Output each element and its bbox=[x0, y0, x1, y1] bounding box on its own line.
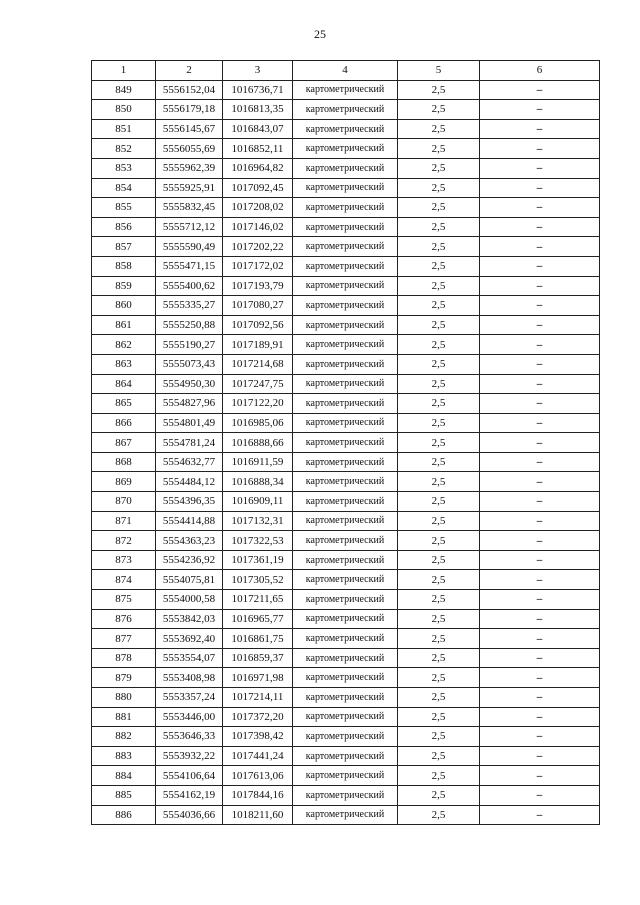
method-cell: картометрический bbox=[293, 531, 398, 551]
accuracy-cell: 2,5 bbox=[398, 394, 480, 414]
x-coordinate-cell: 5554363,23 bbox=[156, 531, 223, 551]
method-cell: картометрический bbox=[293, 80, 398, 100]
method-cell: картометрический bbox=[293, 688, 398, 708]
method-cell: картометрический bbox=[293, 609, 398, 629]
x-coordinate-cell: 5553842,03 bbox=[156, 609, 223, 629]
point-number-cell: 860 bbox=[92, 296, 156, 316]
description-cell: – bbox=[480, 296, 600, 316]
point-number-cell: 885 bbox=[92, 785, 156, 805]
method-cell: картометрический bbox=[293, 217, 398, 237]
column-header-accuracy: 5 bbox=[398, 61, 480, 81]
x-coordinate-cell: 5553357,24 bbox=[156, 688, 223, 708]
x-coordinate-cell: 5554632,77 bbox=[156, 452, 223, 472]
table-row bbox=[92, 452, 600, 472]
description-cell: – bbox=[480, 452, 600, 472]
x-coordinate-cell: 5554000,58 bbox=[156, 590, 223, 610]
x-coordinate-cell: 5554162,19 bbox=[156, 785, 223, 805]
point-number-cell: 869 bbox=[92, 472, 156, 492]
point-number-cell: 862 bbox=[92, 335, 156, 355]
table-row bbox=[92, 100, 600, 120]
x-coordinate-cell: 5554950,30 bbox=[156, 374, 223, 394]
description-cell: – bbox=[480, 198, 600, 218]
method-cell: картометрический bbox=[293, 237, 398, 257]
x-coordinate-cell: 5554396,35 bbox=[156, 492, 223, 512]
x-coordinate-cell: 5555335,27 bbox=[156, 296, 223, 316]
x-coordinate-cell: 5553408,98 bbox=[156, 668, 223, 688]
method-cell: картометрический bbox=[293, 785, 398, 805]
x-coordinate-cell: 5555400,62 bbox=[156, 276, 223, 296]
description-cell: – bbox=[480, 374, 600, 394]
method-cell: картометрический bbox=[293, 413, 398, 433]
method-cell: картометрический bbox=[293, 805, 398, 825]
table-row bbox=[92, 374, 600, 394]
accuracy-cell: 2,5 bbox=[398, 805, 480, 825]
point-number-cell: 866 bbox=[92, 413, 156, 433]
accuracy-cell: 2,5 bbox=[398, 472, 480, 492]
description-cell: – bbox=[480, 315, 600, 335]
y-coordinate-cell: 1017361,19 bbox=[223, 550, 293, 570]
y-coordinate-cell: 1017322,53 bbox=[223, 531, 293, 551]
y-coordinate-cell: 1017305,52 bbox=[223, 570, 293, 590]
column-header-x: 2 bbox=[156, 61, 223, 81]
y-coordinate-cell: 1017398,42 bbox=[223, 727, 293, 747]
accuracy-cell: 2,5 bbox=[398, 531, 480, 551]
point-number-cell: 879 bbox=[92, 668, 156, 688]
accuracy-cell: 2,5 bbox=[398, 746, 480, 766]
method-cell: картометрический bbox=[293, 511, 398, 531]
y-coordinate-cell: 1017132,31 bbox=[223, 511, 293, 531]
table-row bbox=[92, 472, 600, 492]
x-coordinate-cell: 5555925,91 bbox=[156, 178, 223, 198]
accuracy-cell: 2,5 bbox=[398, 766, 480, 786]
point-number-cell: 865 bbox=[92, 394, 156, 414]
y-coordinate-cell: 1017189,91 bbox=[223, 335, 293, 355]
method-cell: картометрический bbox=[293, 492, 398, 512]
description-cell: – bbox=[480, 217, 600, 237]
point-number-cell: 855 bbox=[92, 198, 156, 218]
description-cell: – bbox=[480, 492, 600, 512]
method-cell: картометрический bbox=[293, 570, 398, 590]
description-cell: – bbox=[480, 80, 600, 100]
point-number-cell: 877 bbox=[92, 629, 156, 649]
table-row bbox=[92, 805, 600, 825]
method-cell: картометрический bbox=[293, 178, 398, 198]
accuracy-cell: 2,5 bbox=[398, 296, 480, 316]
method-cell: картометрический bbox=[293, 119, 398, 139]
table-row bbox=[92, 688, 600, 708]
method-cell: картометрический bbox=[293, 315, 398, 335]
accuracy-cell: 2,5 bbox=[398, 237, 480, 257]
description-cell: – bbox=[480, 472, 600, 492]
method-cell: картометрический bbox=[293, 727, 398, 747]
point-number-cell: 872 bbox=[92, 531, 156, 551]
description-cell: – bbox=[480, 237, 600, 257]
accuracy-cell: 2,5 bbox=[398, 139, 480, 159]
table-row bbox=[92, 413, 600, 433]
description-cell: – bbox=[480, 354, 600, 374]
table-row bbox=[92, 276, 600, 296]
description-cell: – bbox=[480, 413, 600, 433]
description-cell: – bbox=[480, 158, 600, 178]
point-number-cell: 853 bbox=[92, 158, 156, 178]
description-cell: – bbox=[480, 648, 600, 668]
method-cell: картометрический bbox=[293, 100, 398, 120]
table-row bbox=[92, 570, 600, 590]
description-cell: – bbox=[480, 139, 600, 159]
point-number-cell: 851 bbox=[92, 119, 156, 139]
method-cell: картометрический bbox=[293, 296, 398, 316]
point-number-cell: 868 bbox=[92, 452, 156, 472]
y-coordinate-cell: 1017092,56 bbox=[223, 315, 293, 335]
point-number-cell: 858 bbox=[92, 256, 156, 276]
y-coordinate-cell: 1017202,22 bbox=[223, 237, 293, 257]
point-number-cell: 854 bbox=[92, 178, 156, 198]
description-cell: – bbox=[480, 785, 600, 805]
x-coordinate-cell: 5554075,81 bbox=[156, 570, 223, 590]
y-coordinate-cell: 1017214,68 bbox=[223, 354, 293, 374]
x-coordinate-cell: 5554781,24 bbox=[156, 433, 223, 453]
accuracy-cell: 2,5 bbox=[398, 727, 480, 747]
point-number-cell: 871 bbox=[92, 511, 156, 531]
x-coordinate-cell: 5555471,15 bbox=[156, 256, 223, 276]
method-cell: картометрический bbox=[293, 629, 398, 649]
point-number-cell: 883 bbox=[92, 746, 156, 766]
description-cell: – bbox=[480, 511, 600, 531]
x-coordinate-cell: 5556152,04 bbox=[156, 80, 223, 100]
method-cell: картометрический bbox=[293, 394, 398, 414]
table-row bbox=[92, 256, 600, 276]
description-cell: – bbox=[480, 688, 600, 708]
y-coordinate-cell: 1016859,37 bbox=[223, 648, 293, 668]
table-row bbox=[92, 237, 600, 257]
method-cell: картометрический bbox=[293, 256, 398, 276]
accuracy-cell: 2,5 bbox=[398, 119, 480, 139]
point-number-cell: 856 bbox=[92, 217, 156, 237]
x-coordinate-cell: 5556179,18 bbox=[156, 100, 223, 120]
y-coordinate-cell: 1016911,59 bbox=[223, 452, 293, 472]
accuracy-cell: 2,5 bbox=[398, 256, 480, 276]
method-cell: картометрический bbox=[293, 374, 398, 394]
table-row bbox=[92, 785, 600, 805]
y-coordinate-cell: 1017613,06 bbox=[223, 766, 293, 786]
description-cell: – bbox=[480, 590, 600, 610]
point-number-cell: 886 bbox=[92, 805, 156, 825]
x-coordinate-cell: 5555832,45 bbox=[156, 198, 223, 218]
point-number-cell: 867 bbox=[92, 433, 156, 453]
description-cell: – bbox=[480, 766, 600, 786]
column-header-y: 3 bbox=[223, 61, 293, 81]
point-number-cell: 876 bbox=[92, 609, 156, 629]
table-row bbox=[92, 158, 600, 178]
point-number-cell: 852 bbox=[92, 139, 156, 159]
table-row bbox=[92, 354, 600, 374]
table-row bbox=[92, 648, 600, 668]
table-row bbox=[92, 766, 600, 786]
table-row bbox=[92, 335, 600, 355]
y-coordinate-cell: 1017172,02 bbox=[223, 256, 293, 276]
accuracy-cell: 2,5 bbox=[398, 80, 480, 100]
y-coordinate-cell: 1016861,75 bbox=[223, 629, 293, 649]
x-coordinate-cell: 5553554,07 bbox=[156, 648, 223, 668]
point-number-cell: 884 bbox=[92, 766, 156, 786]
point-number-cell: 875 bbox=[92, 590, 156, 610]
accuracy-cell: 2,5 bbox=[398, 668, 480, 688]
x-coordinate-cell: 5556145,67 bbox=[156, 119, 223, 139]
x-coordinate-cell: 5553692,40 bbox=[156, 629, 223, 649]
x-coordinate-cell: 5555073,43 bbox=[156, 354, 223, 374]
y-coordinate-cell: 1017080,27 bbox=[223, 296, 293, 316]
y-coordinate-cell: 1016736,71 bbox=[223, 80, 293, 100]
table-row bbox=[92, 707, 600, 727]
description-cell: – bbox=[480, 570, 600, 590]
description-cell: – bbox=[480, 609, 600, 629]
accuracy-cell: 2,5 bbox=[398, 198, 480, 218]
y-coordinate-cell: 1017193,79 bbox=[223, 276, 293, 296]
y-coordinate-cell: 1017247,75 bbox=[223, 374, 293, 394]
table-row bbox=[92, 217, 600, 237]
description-cell: – bbox=[480, 727, 600, 747]
accuracy-cell: 2,5 bbox=[398, 158, 480, 178]
accuracy-cell: 2,5 bbox=[398, 707, 480, 727]
description-cell: – bbox=[480, 119, 600, 139]
description-cell: – bbox=[480, 550, 600, 570]
method-cell: картометрический bbox=[293, 746, 398, 766]
table-row bbox=[92, 609, 600, 629]
y-coordinate-cell: 1016985,06 bbox=[223, 413, 293, 433]
point-number-cell: 870 bbox=[92, 492, 156, 512]
y-coordinate-cell: 1017844,16 bbox=[223, 785, 293, 805]
accuracy-cell: 2,5 bbox=[398, 492, 480, 512]
y-coordinate-cell: 1017146,02 bbox=[223, 217, 293, 237]
column-header-point-number: 1 bbox=[92, 61, 156, 81]
table-row bbox=[92, 296, 600, 316]
header-row bbox=[92, 61, 600, 81]
x-coordinate-cell: 5555590,49 bbox=[156, 237, 223, 257]
accuracy-cell: 2,5 bbox=[398, 590, 480, 610]
description-cell: – bbox=[480, 276, 600, 296]
y-coordinate-cell: 1017211,65 bbox=[223, 590, 293, 610]
point-number-cell: 874 bbox=[92, 570, 156, 590]
x-coordinate-cell: 5554414,88 bbox=[156, 511, 223, 531]
y-coordinate-cell: 1016813,35 bbox=[223, 100, 293, 120]
accuracy-cell: 2,5 bbox=[398, 688, 480, 708]
page-number: 25 bbox=[314, 27, 326, 41]
description-cell: – bbox=[480, 531, 600, 551]
accuracy-cell: 2,5 bbox=[398, 511, 480, 531]
description-cell: – bbox=[480, 629, 600, 649]
table-row bbox=[92, 80, 600, 100]
x-coordinate-cell: 5554036,66 bbox=[156, 805, 223, 825]
table-row bbox=[92, 492, 600, 512]
table-row bbox=[92, 511, 600, 531]
x-coordinate-cell: 5553932,22 bbox=[156, 746, 223, 766]
y-coordinate-cell: 1017122,20 bbox=[223, 394, 293, 414]
method-cell: картометрический bbox=[293, 198, 398, 218]
description-cell: – bbox=[480, 256, 600, 276]
y-coordinate-cell: 1016909,11 bbox=[223, 492, 293, 512]
table-row bbox=[92, 590, 600, 610]
description-cell: – bbox=[480, 100, 600, 120]
x-coordinate-cell: 5555190,27 bbox=[156, 335, 223, 355]
y-coordinate-cell: 1016852,11 bbox=[223, 139, 293, 159]
x-coordinate-cell: 5556055,69 bbox=[156, 139, 223, 159]
point-number-cell: 850 bbox=[92, 100, 156, 120]
point-number-cell: 864 bbox=[92, 374, 156, 394]
point-number-cell: 849 bbox=[92, 80, 156, 100]
table-row bbox=[92, 746, 600, 766]
method-cell: картометрический bbox=[293, 766, 398, 786]
x-coordinate-cell: 5555250,88 bbox=[156, 315, 223, 335]
point-number-cell: 861 bbox=[92, 315, 156, 335]
point-number-cell: 857 bbox=[92, 237, 156, 257]
point-number-cell: 873 bbox=[92, 550, 156, 570]
table-row bbox=[92, 550, 600, 570]
method-cell: картометрический bbox=[293, 472, 398, 492]
description-cell: – bbox=[480, 805, 600, 825]
accuracy-cell: 2,5 bbox=[398, 413, 480, 433]
table-row bbox=[92, 139, 600, 159]
method-cell: картометрический bbox=[293, 158, 398, 178]
method-cell: картометрический bbox=[293, 139, 398, 159]
y-coordinate-cell: 1017214,11 bbox=[223, 688, 293, 708]
point-number-cell: 863 bbox=[92, 354, 156, 374]
accuracy-cell: 2,5 bbox=[398, 100, 480, 120]
description-cell: – bbox=[480, 335, 600, 355]
method-cell: картометрический bbox=[293, 590, 398, 610]
y-coordinate-cell: 1017092,45 bbox=[223, 178, 293, 198]
accuracy-cell: 2,5 bbox=[398, 609, 480, 629]
accuracy-cell: 2,5 bbox=[398, 452, 480, 472]
y-coordinate-cell: 1016843,07 bbox=[223, 119, 293, 139]
table-row bbox=[92, 629, 600, 649]
y-coordinate-cell: 1016965,77 bbox=[223, 609, 293, 629]
accuracy-cell: 2,5 bbox=[398, 276, 480, 296]
table-row bbox=[92, 668, 600, 688]
coordinates-table bbox=[91, 60, 600, 825]
table-header bbox=[92, 61, 600, 81]
column-header-description: 6 bbox=[480, 61, 600, 81]
y-coordinate-cell: 1017441,24 bbox=[223, 746, 293, 766]
accuracy-cell: 2,5 bbox=[398, 335, 480, 355]
y-coordinate-cell: 1017208,02 bbox=[223, 198, 293, 218]
method-cell: картометрический bbox=[293, 550, 398, 570]
table-row bbox=[92, 178, 600, 198]
table-row bbox=[92, 394, 600, 414]
method-cell: картометрический bbox=[293, 707, 398, 727]
accuracy-cell: 2,5 bbox=[398, 178, 480, 198]
table-row bbox=[92, 433, 600, 453]
description-cell: – bbox=[480, 433, 600, 453]
x-coordinate-cell: 5553646,33 bbox=[156, 727, 223, 747]
description-cell: – bbox=[480, 707, 600, 727]
x-coordinate-cell: 5554106,64 bbox=[156, 766, 223, 786]
accuracy-cell: 2,5 bbox=[398, 433, 480, 453]
accuracy-cell: 2,5 bbox=[398, 570, 480, 590]
table-row bbox=[92, 727, 600, 747]
method-cell: картометрический bbox=[293, 276, 398, 296]
x-coordinate-cell: 5554484,12 bbox=[156, 472, 223, 492]
table-row bbox=[92, 198, 600, 218]
x-coordinate-cell: 5555962,39 bbox=[156, 158, 223, 178]
method-cell: картометрический bbox=[293, 433, 398, 453]
accuracy-cell: 2,5 bbox=[398, 629, 480, 649]
y-coordinate-cell: 1017372,20 bbox=[223, 707, 293, 727]
x-coordinate-cell: 5555712,12 bbox=[156, 217, 223, 237]
point-number-cell: 859 bbox=[92, 276, 156, 296]
description-cell: – bbox=[480, 746, 600, 766]
y-coordinate-cell: 1016964,82 bbox=[223, 158, 293, 178]
point-number-cell: 881 bbox=[92, 707, 156, 727]
accuracy-cell: 2,5 bbox=[398, 374, 480, 394]
y-coordinate-cell: 1016888,34 bbox=[223, 472, 293, 492]
x-coordinate-cell: 5554236,92 bbox=[156, 550, 223, 570]
method-cell: картометрический bbox=[293, 354, 398, 374]
accuracy-cell: 2,5 bbox=[398, 217, 480, 237]
table-body bbox=[92, 80, 600, 825]
point-number-cell: 882 bbox=[92, 727, 156, 747]
x-coordinate-cell: 5554827,96 bbox=[156, 394, 223, 414]
y-coordinate-cell: 1016971,98 bbox=[223, 668, 293, 688]
accuracy-cell: 2,5 bbox=[398, 785, 480, 805]
y-coordinate-cell: 1016888,66 bbox=[223, 433, 293, 453]
x-coordinate-cell: 5554801,49 bbox=[156, 413, 223, 433]
point-number-cell: 878 bbox=[92, 648, 156, 668]
accuracy-cell: 2,5 bbox=[398, 354, 480, 374]
table-row bbox=[92, 531, 600, 551]
description-cell: – bbox=[480, 668, 600, 688]
description-cell: – bbox=[480, 394, 600, 414]
table-row bbox=[92, 119, 600, 139]
method-cell: картометрический bbox=[293, 668, 398, 688]
method-cell: картометрический bbox=[293, 648, 398, 668]
point-number-cell: 880 bbox=[92, 688, 156, 708]
y-coordinate-cell: 1018211,60 bbox=[223, 805, 293, 825]
column-header-method: 4 bbox=[293, 61, 398, 81]
description-cell: – bbox=[480, 178, 600, 198]
x-coordinate-cell: 5553446,00 bbox=[156, 707, 223, 727]
table-row bbox=[92, 315, 600, 335]
method-cell: картометрический bbox=[293, 452, 398, 472]
accuracy-cell: 2,5 bbox=[398, 315, 480, 335]
method-cell: картометрический bbox=[293, 335, 398, 355]
accuracy-cell: 2,5 bbox=[398, 550, 480, 570]
accuracy-cell: 2,5 bbox=[398, 648, 480, 668]
